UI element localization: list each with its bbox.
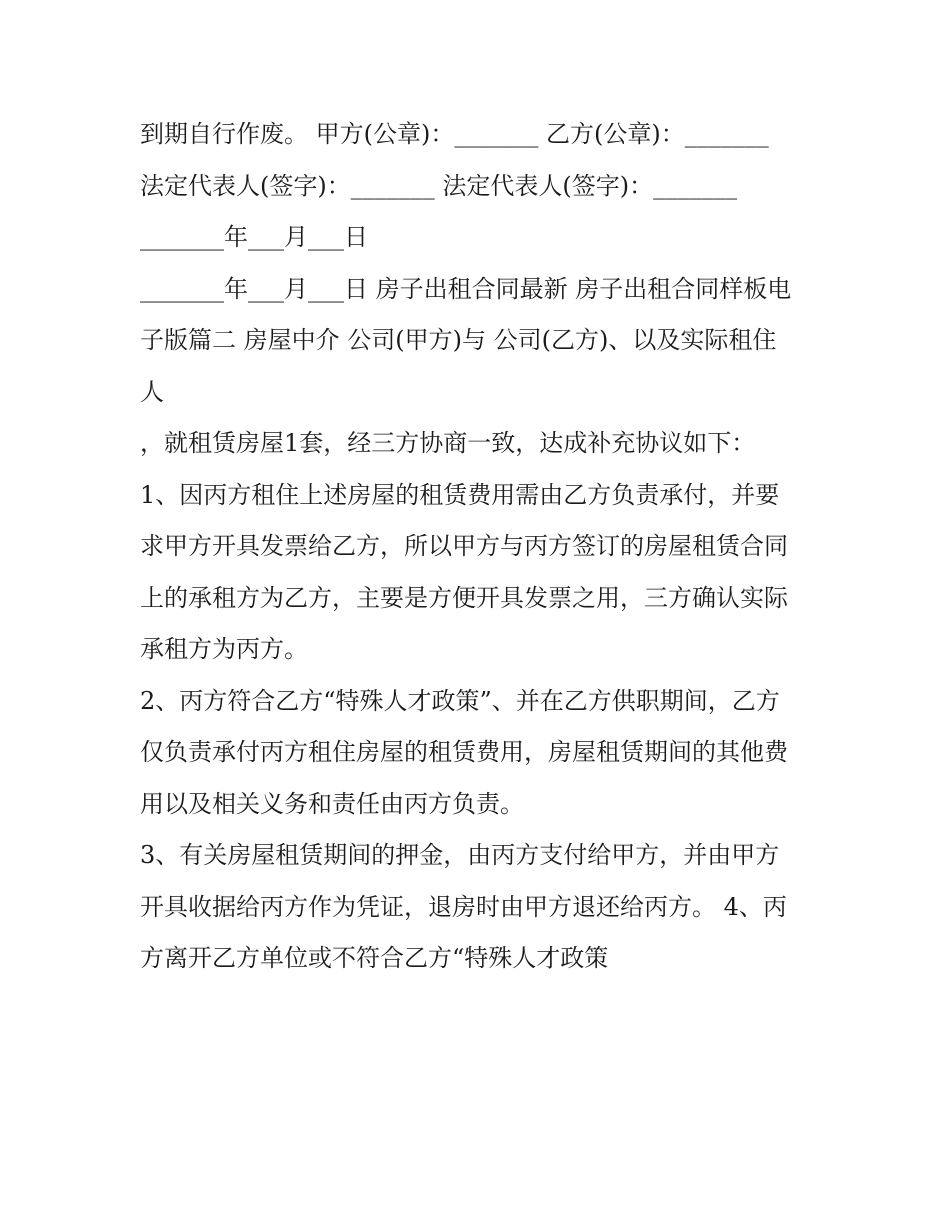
text-line: 求甲方开具发票给乙方，所以甲方与丙方签订的房屋租赁合同 <box>140 532 788 560</box>
text-line: ，就租赁房屋1套，经三方协商一致，达成补充协议如下： <box>140 429 756 457</box>
text-line: _______年___月___日 <box>140 223 368 251</box>
text-line: 人 <box>140 377 164 406</box>
document-body <box>140 109 820 985</box>
text-line: 1、因丙方租住上述房屋的租赁费用需由乙方负责承付，并要 <box>140 480 780 509</box>
text-line: 法定代表人(签字)：_______ 法定代表人(签字)：_______ <box>140 171 738 200</box>
text-line: 仅负责承付丙方租住房屋的租赁费用，房屋租赁期间的其他费 <box>140 738 788 766</box>
text-line: 到期自行作废。 甲方(公章)：_______ 乙方(公章)：_______ <box>140 120 769 148</box>
text-line: 2、丙方符合乙方“特殊人才政策”、并在乙方供职期间，乙方 <box>140 686 780 715</box>
text-line: 子版篇二 房屋中介 公司(甲方)与 公司(乙方)、以及实际租住 <box>140 326 777 354</box>
text-line: 承租方为丙方。 <box>140 635 308 663</box>
text-line: 方离开乙方单位或不符合乙方“特殊人才政策 <box>140 944 609 972</box>
text-line: 上的承租方为乙方，主要是方便开具发票之用，三方确认实际 <box>140 583 788 612</box>
text-line: 用以及相关义务和责任由丙方负责。 <box>140 789 524 818</box>
text-line: 开具收据给丙方作为凭证，退房时由甲方退还给丙方。 4、丙 <box>140 892 787 921</box>
text-line: 3、有关房屋租赁期间的押金，由丙方支付给甲方，并由甲方 <box>140 841 780 869</box>
text-line: _______年___月___日 房子出租合同最新 房子出租合同样板电 <box>140 274 792 303</box>
